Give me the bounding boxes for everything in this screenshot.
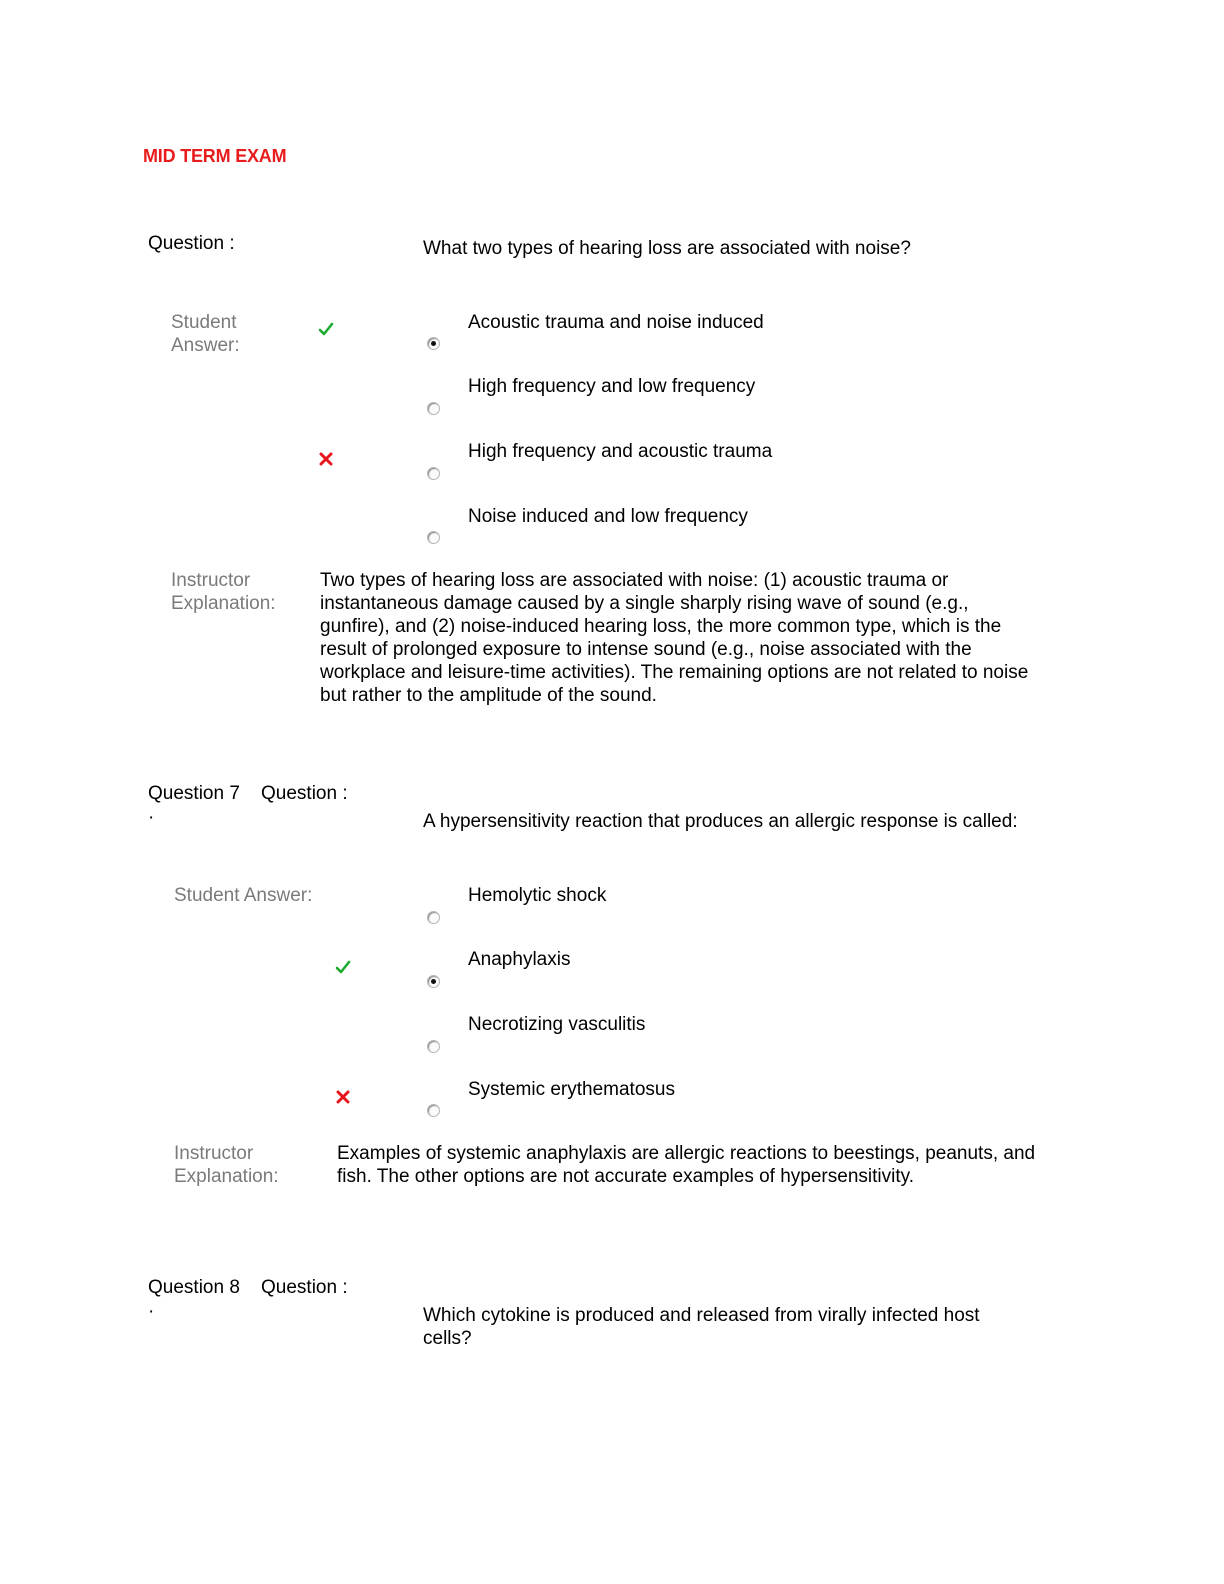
cross-icon [336,1090,350,1104]
bullet-dot: · [148,1301,155,1322]
question-label: Question : [261,1277,348,1298]
cross-icon [319,452,333,466]
option-radio[interactable] [427,1040,440,1053]
question-label: Question : [261,783,348,804]
option-label: Hemolytic shock [468,885,607,906]
question-text: What two types of hearing loss are associated with noise? [423,238,911,259]
question-text: A hypersensitivity reaction that produces an allergic response is called: [423,811,1018,832]
option-radio[interactable] [427,402,440,415]
check-icon [318,321,334,337]
option-radio[interactable] [427,1104,440,1117]
check-icon [335,959,351,975]
bullet-dot: · [148,807,155,828]
option-radio[interactable] [427,911,440,924]
student-answer-label: Student Answer: [174,885,313,906]
instructor-explanation: Two types of hearing loss are associated with noise: (1) acoustic trauma or instantaneous damage caused by a single sharply rising wave of sound (e.g., gunfire), and (2) noise-induced hearing loss, the more common type, which is the result of prolonged exposure to intense sound (e.g., noise associated with the workplace and leisure-time activities). The remaining options are not related to noise but rather to the amplitude of the sound. [320,570,1029,706]
student-answer-label: Student Answer: [171,312,240,356]
option-label: High frequency and low frequency [468,376,756,397]
option-label: Acoustic trauma and noise induced [468,312,764,333]
option-label: Systemic erythematosus [468,1079,675,1100]
question-text: Which cytokine is produced and released from virally infected host cells? [423,1305,980,1349]
option-label: High frequency and acoustic trauma [468,441,773,462]
page-title: MID TERM EXAM [143,146,287,166]
instructor-explanation-label: Instructor Explanation: [171,570,276,614]
option-radio-selected[interactable] [427,337,440,350]
question-number: Question 7 [148,783,240,804]
question-number: Question 8 [148,1277,240,1298]
option-label: Anaphylaxis [468,949,571,970]
option-radio-selected[interactable] [427,975,440,988]
option-label: Necrotizing vasculitis [468,1014,646,1035]
question-label: Question : [148,233,235,254]
instructor-explanation-label: Instructor Explanation: [174,1143,279,1187]
option-radio[interactable] [427,467,440,480]
instructor-explanation: Examples of systemic anaphylaxis are allergic reactions to beestings, peanuts, and fish. The other options are not accurate examples of hypersensitivity. [337,1143,1036,1187]
option-radio[interactable] [427,531,440,544]
option-label: Noise induced and low frequency [468,506,748,527]
